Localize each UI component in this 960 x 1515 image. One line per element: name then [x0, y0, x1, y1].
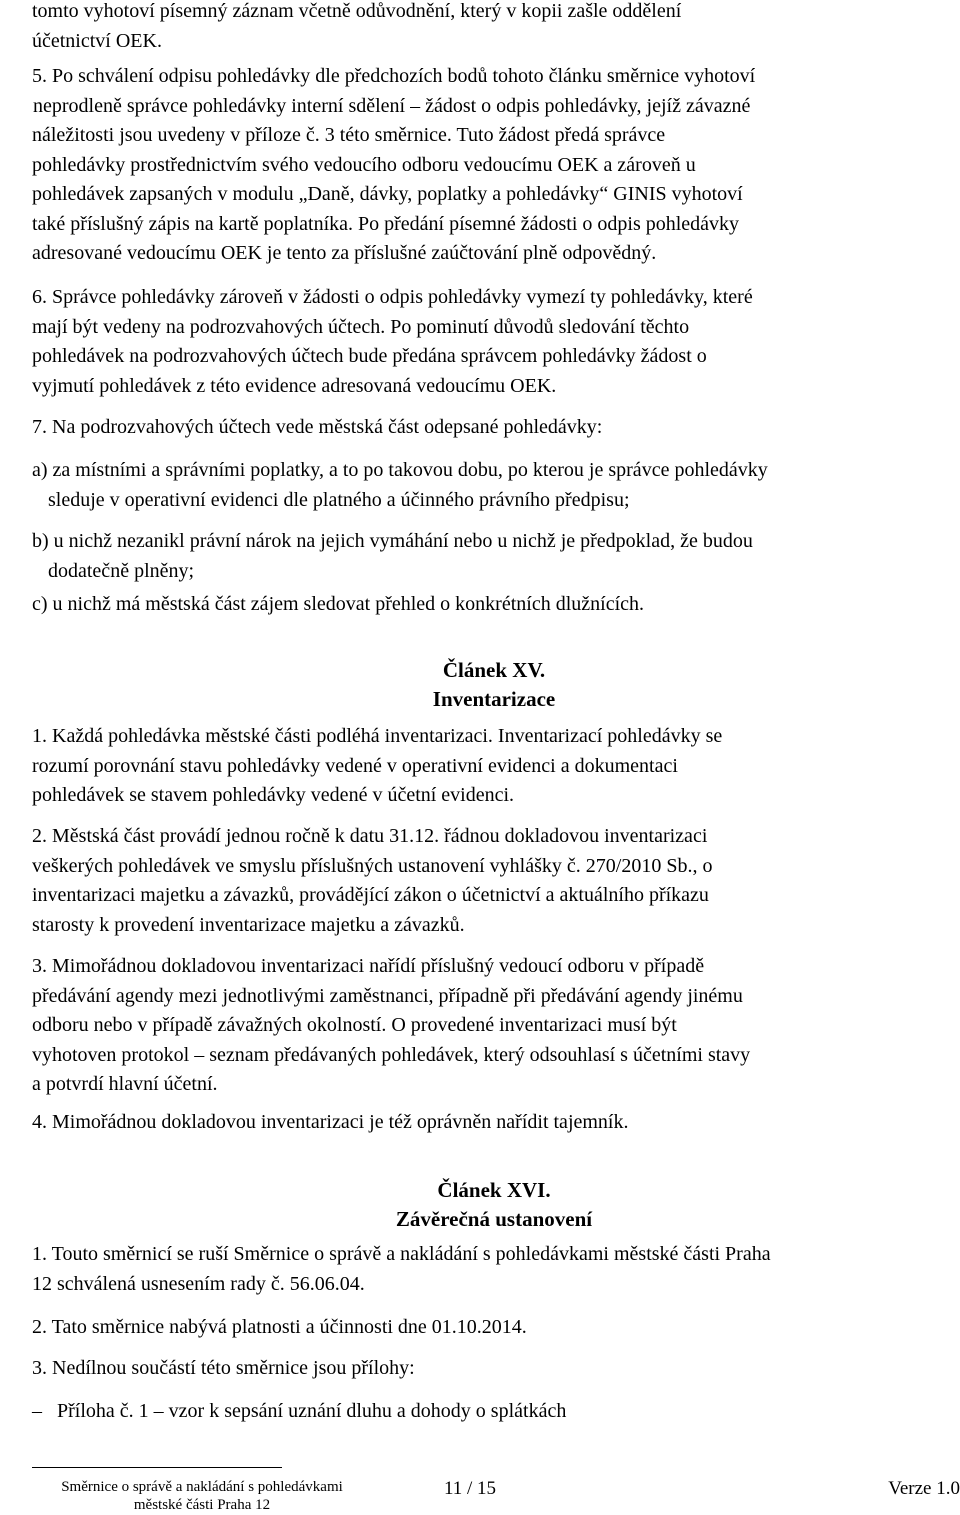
text-line: veškerých pohledávek ve smyslu příslušných ustanovení vyhlášky č. 270/2010 Sb., o [32, 854, 713, 877]
text-line: pohledávky prostřednictvím svého vedoucího odboru vedoucímu OEK a zároveň u [32, 153, 696, 176]
final-item-2 [32, 1313, 956, 1343]
text-line: 2. Městská část provádí jednou ročně k datu 31.12. řádnou dokladovou inventarizaci [32, 825, 708, 847]
text-line: náležitosti jsou uvedeny v příloze č. 3 této směrnice. Tuto žádost předá správce [32, 124, 666, 146]
text-line: 1. Touto směrnicí se ruší Směrnice o správě a nakládání s pohledávkami městské části Praha [32, 1243, 771, 1265]
final-item-3 [32, 1354, 956, 1384]
paragraph-5 [32, 62, 956, 269]
text-line: pohledávek na podrozvahových účtech bude předána správcem pohledávky žádost o [32, 345, 707, 367]
article-number: Článek XVI. [437, 1178, 551, 1202]
article-xvi-heading [32, 1176, 956, 1234]
text-line: 3. Mimořádnou dokladovou inventarizaci nařídí příslušný vedoucí odboru v případě [32, 955, 705, 977]
inventory-item-1 [32, 722, 956, 811]
text-line: také příslušný zápis na kartě poplatníka. Po předání písemné žádosti o odpis pohledávky [32, 212, 740, 235]
paragraph-6 [32, 283, 956, 401]
text-line: dodatečně plněny; [48, 559, 195, 582]
text-line: sleduje v operativní evidenci dle platného a účinného právního předpisu; [48, 488, 630, 511]
text-line: a) za místními a správními poplatky, a to po takovou dobu, po kterou je správce pohledávky [32, 459, 768, 481]
footer-divider [32, 1467, 282, 1468]
list-item-b [32, 527, 956, 586]
inventory-item-3 [32, 952, 956, 1100]
text-line: 6. Správce pohledávky zároveň v žádosti o odpis pohledávky vymezí ty pohledávky, které [32, 286, 753, 308]
text-line: mají být vedeny na podrozvahových účtech. Po pominutí důvodů sledování těchto [32, 315, 690, 338]
final-item-1 [32, 1240, 956, 1299]
text-line: 2. Tato směrnice nabývá platnosti a účinnosti dne 01.10.2014. [32, 1316, 527, 1338]
footer-page-number: 11 / 15 [443, 1478, 497, 1499]
text-line: předávání agendy mezi jednotlivými zaměstnanci, případně při předávání agendy jinému [32, 984, 743, 1007]
paragraph-7 [32, 413, 956, 443]
text-line: tomto vyhotoví písemný záznam včetně odůvodnění, který v kopii zašle oddělení [32, 0, 682, 22]
footer-title-line: Směrnice o správě a nakládání s pohledávkami [61, 1479, 343, 1495]
text-line: vyjmutí pohledávek z této evidence adresovaná vedoucímu OEK. [32, 374, 557, 397]
text-line: vyhotoven protokol – seznam předávaných pohledávek, který odsouhlasí s účetními stavy [32, 1043, 751, 1066]
article-xv-heading [32, 656, 956, 714]
text-line: odboru nebo v případě závažných okolností. O provedené inventarizaci musí být [32, 1014, 677, 1036]
footer-title-line: městské části Praha 12 [133, 1497, 271, 1513]
text-line: 3. Nedílnou součástí této směrnice jsou přílohy: [32, 1357, 415, 1379]
text-line: neprodleně správce pohledávky interní sdělení – žádost o odpis pohledávky, jejíž závazné [33, 94, 751, 117]
text-line: 7. Na podrozvahových účtech vede městská část odepsané pohledávky: [32, 416, 603, 438]
list-item-a [32, 456, 956, 515]
text-line: inventarizaci majetku a závazků, provádějící zákon o účetnictví a aktuálního příkazu [32, 884, 709, 906]
footer-version: Verze 1.0 [888, 1478, 960, 1499]
text-line: b) u nichž nezanikl právní nárok na jejich vymáhání nebo u nichž je předpoklad, že budou [32, 530, 753, 552]
article-title: Závěrečná ustanovení [395, 1207, 593, 1231]
text-line: 5. Po schválení odpisu pohledávky dle předchozích bodů tohoto článku směrnice vyhotoví [32, 65, 756, 87]
article-title: Inventarizace [432, 687, 556, 711]
text-line: a potvrdí hlavní účetní. [32, 1073, 218, 1095]
text-line: rozumí porovnání stavu pohledávky vedené v operativní evidenci a dokumentaci [32, 754, 678, 777]
text-line: účetnictví OEK. [32, 29, 162, 52]
text-line: 4. Mimořádnou dokladovou inventarizaci je též oprávněn nařídit tajemník. [32, 1111, 629, 1133]
text-line: c) u nichž má městská část zájem sledovat přehled o konkrétních dlužnících. [32, 593, 645, 615]
inventory-item-2 [32, 822, 956, 940]
text-line: starosty k provedení inventarizace majetku a závazků. [32, 913, 465, 936]
inventory-item-4 [32, 1108, 956, 1138]
text-line: pohledávek zapsaných v modulu „Daně, dávky, poplatky a pohledávky“ GINIS vyhotoví [32, 183, 743, 205]
attachment-item [32, 1397, 956, 1427]
text-line: 1. Každá pohledávka městské části podléhá inventarizaci. Inventarizací pohledávky se [32, 725, 723, 747]
list-item-c [32, 590, 956, 620]
text-line: pohledávek se stavem pohledávky vedené v účetní evidenci. [32, 784, 515, 806]
text-line: adresované vedoucímu OEK je tento za příslušné zaúčtování plně odpovědný. [32, 242, 657, 264]
footer-document-title [32, 1478, 372, 1514]
text-line: – Příloha č. 1 – vzor k sepsání uznání dluhu a dohody o splátkách [32, 1400, 567, 1422]
text-line: 12 schválená usnesením rady č. 56.06.04. [32, 1272, 365, 1295]
article-number: Článek XV. [442, 658, 546, 682]
paragraph-continuation [32, 0, 956, 56]
